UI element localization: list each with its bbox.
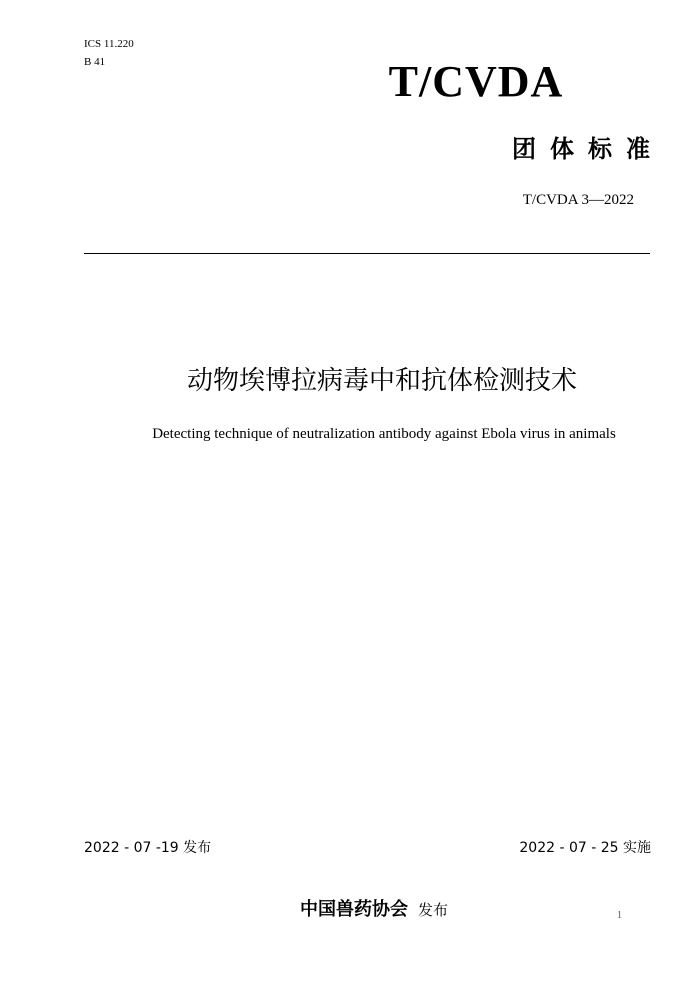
implementation-date-label: 实施 (623, 840, 651, 856)
issue-date-label: 发布 (183, 840, 212, 856)
page-number: 1 (617, 910, 622, 921)
header-divider (84, 253, 650, 254)
publisher-name: 中国兽药协会 (300, 899, 408, 920)
implementation-date-value: 2022 - 07 - 25 (519, 840, 623, 856)
ccs-code: B 41 (84, 56, 106, 68)
issue-date (84, 838, 211, 858)
implementation-date (519, 838, 651, 858)
publisher-line (300, 898, 448, 922)
standard-type: 团体标准 (512, 135, 664, 163)
standard-brand-logo: T/CVDA (388, 57, 564, 106)
document-title-english: Detecting technique of neutralization antibody against Ebola virus in animals (152, 426, 616, 442)
issue-date-value: 2022 - 07 -19 (84, 840, 184, 856)
publisher-action: 发布 (418, 901, 449, 919)
document-title-chinese: 动物埃博拉病毒中和抗体检测技术 (186, 366, 577, 396)
standard-number: T/CVDA 3—2022 (522, 192, 634, 208)
ics-code: ICS 11.220 (84, 38, 134, 50)
